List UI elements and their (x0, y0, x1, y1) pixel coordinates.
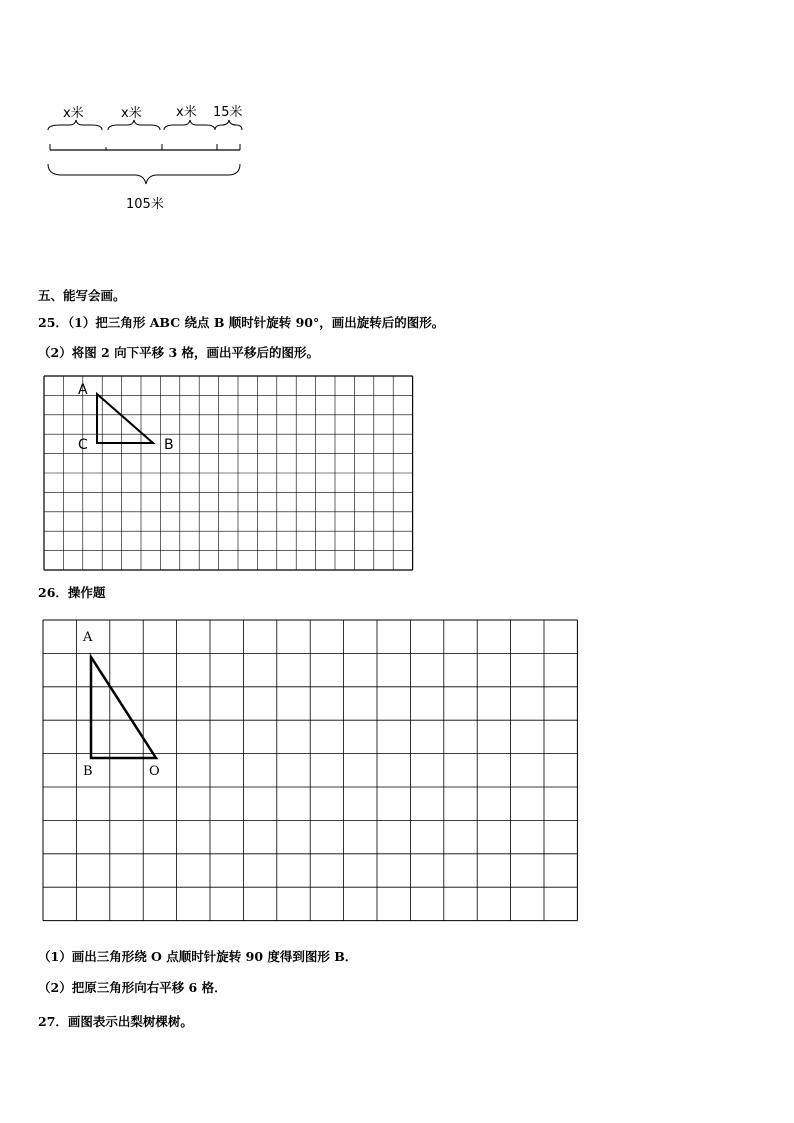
grid-1-label-c: C (78, 437, 88, 453)
grid-1-label-a: A (78, 382, 88, 398)
question-27-heading: 27．画图表示出梨树棵树。 (38, 1014, 193, 1029)
grid-2-label-o: O (149, 764, 160, 779)
segment-label-2: x米 (121, 106, 142, 121)
question-26-part1: （1）画出三角形绕 O 点顺时针旋转 90 度得到图形 B． (38, 949, 358, 964)
question-26-part2: （2）把原三角形向右平移 6 格． (38, 980, 227, 995)
segment-label-3: x米 (176, 105, 197, 120)
segment-total-label: 105米 (126, 197, 164, 212)
question-25-part1: 25．（1）把三角形 ABC 绕点 B 顺时针旋转 90°，画出旋转后的图形。 (38, 315, 445, 330)
segment-label-1: x米 (63, 106, 84, 121)
grid-2-label-a: A (83, 630, 93, 645)
segment-label-4: 15米 (213, 105, 243, 120)
grid-2-label-b: B (83, 764, 93, 779)
grid-1-label-b: B (164, 437, 174, 453)
question-26-heading: 26．操作题 (38, 585, 106, 600)
triangle-abo (91, 657, 156, 758)
question-25-part2: （2）将图 2 向下平移 3 格，画出平移后的图形。 (38, 345, 320, 360)
section-heading: 五、能写会画。 (38, 288, 126, 303)
